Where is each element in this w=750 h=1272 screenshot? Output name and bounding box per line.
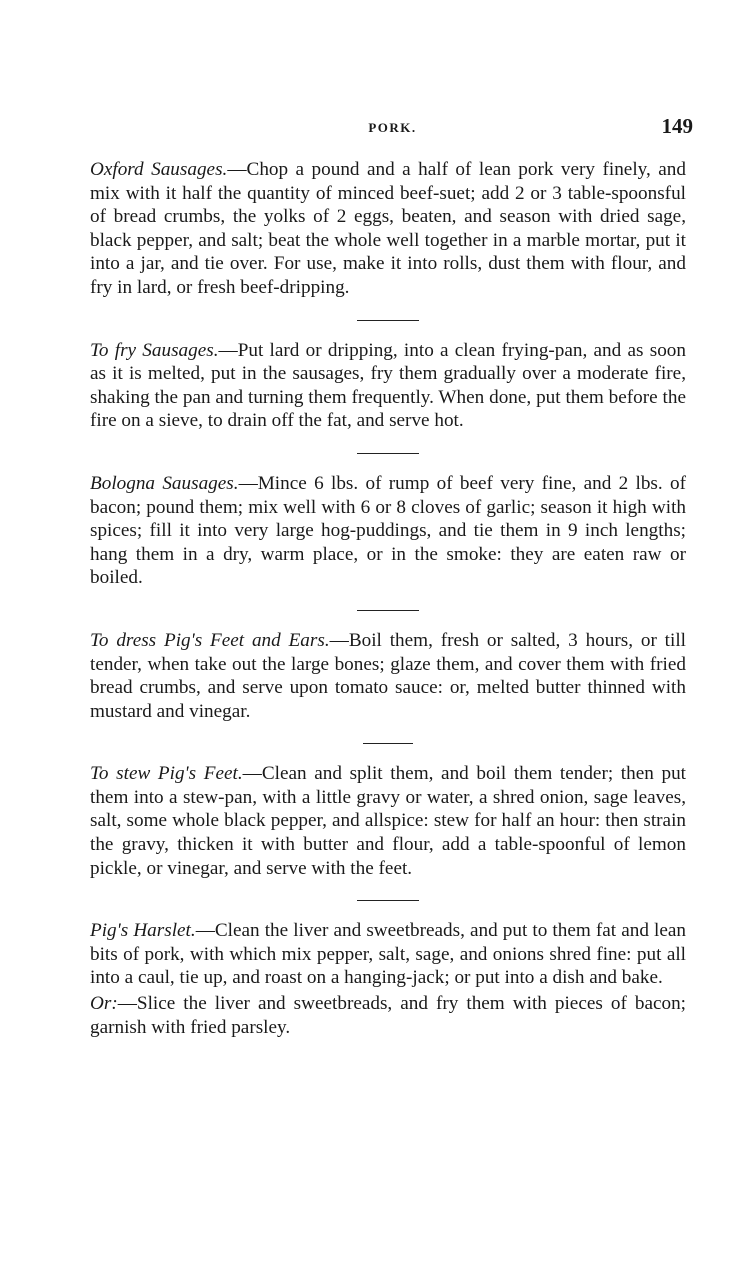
recipe-title: To dress Pig's Feet and Ears. bbox=[90, 629, 330, 651]
recipe-harslet-alternative bbox=[90, 992, 686, 1039]
running-head: PORK. bbox=[368, 120, 417, 135]
recipe-stew-pigs-feet bbox=[90, 762, 686, 880]
recipe-text: —Mince 6 lbs. of rump of beef very fine, and 2 lbs. of bacon; pound them; mix well with 6 or 8 cloves of garlic; season it high with spices; fill it into very large hog-puddings, and tie them in 9 inch lengths; hang them in a dry, warm place, or in the smoke: they are eaten raw or boiled. bbox=[90, 472, 686, 589]
recipe-text: —Chop a pound and a half of lean pork very finely, and mix with it half the quantity of minced beef-suet; add 2 or 3 table-spoonsful of bread crumbs, the yolks of 2 eggs, beaten, and season with dried sage, black pepper, and salt; beat the whole well together in a marble mortar, put it into a jar, and tie over. For use, make it into rolls, dust them with flour, and fry in lard, or fresh beef-dripping. bbox=[90, 159, 686, 298]
recipe-title: To fry Sausages. bbox=[90, 339, 219, 361]
recipe-fry-sausages bbox=[90, 339, 686, 433]
recipe-text: —Clean and split them, and boil them tender; then put them into a stew-pan, with a little gravy or water, a shred onion, sage leaves, salt, some whole black pepper, and allspice: stew for half an hour: then strain the gravy, thicken it with butter and flour, add a table-spoonful of lemon pickle, or vinegar, and serve with the feet. bbox=[90, 763, 687, 879]
recipe-text: —Boil them, fresh or salted, 3 hours, or till tender, when take out the large bones; glaze them, and cover them with fried bread crumbs, and serve upon tomato sauce: or, melted butter thinned with mustard and vinegar. bbox=[90, 629, 686, 722]
recipe-title: To stew Pig's Feet. bbox=[90, 763, 243, 785]
recipe-pigs-harslet bbox=[90, 919, 686, 990]
recipe-title: Oxford Sausages. bbox=[90, 159, 228, 180]
recipe-text: —Slice the liver and sweetbreads, and fry them with pieces of bacon; garnish with fried parsley. bbox=[90, 993, 686, 1038]
recipe-oxford-sausages bbox=[90, 158, 686, 300]
recipe-title: Or: bbox=[90, 993, 118, 1015]
section-divider bbox=[357, 320, 419, 321]
recipe-bologna-sausages bbox=[90, 472, 686, 590]
recipe-pigs-feet-ears bbox=[90, 629, 686, 723]
recipe-text: —Clean the liver and sweetbreads, and put to them fat and lean bits of pork, with which mix pepper, salt, sage, and onions shred fine: put all into a caul, tie up, and roast on a hanging-jack; or put into a dish and bake. bbox=[90, 920, 686, 989]
section-divider bbox=[357, 453, 419, 454]
recipe-title: Pig's Harslet. bbox=[90, 920, 196, 942]
section-divider bbox=[363, 743, 413, 744]
section-divider bbox=[357, 900, 419, 901]
section-divider bbox=[357, 610, 419, 611]
recipe-title: Bologna Sausages. bbox=[90, 472, 239, 494]
recipe-text: —Put lard or dripping, into a clean frying-pan, and as soon as it is melted, put in the sausages, fry them gradually over a moderate fire, shaking the pan and turning them frequently. When done, put them before the fire on a sieve, to drain off the fat, and serve hot. bbox=[90, 339, 686, 432]
page-number: 149 bbox=[661, 114, 693, 138]
body-text bbox=[90, 158, 686, 1039]
page-header bbox=[90, 112, 695, 142]
